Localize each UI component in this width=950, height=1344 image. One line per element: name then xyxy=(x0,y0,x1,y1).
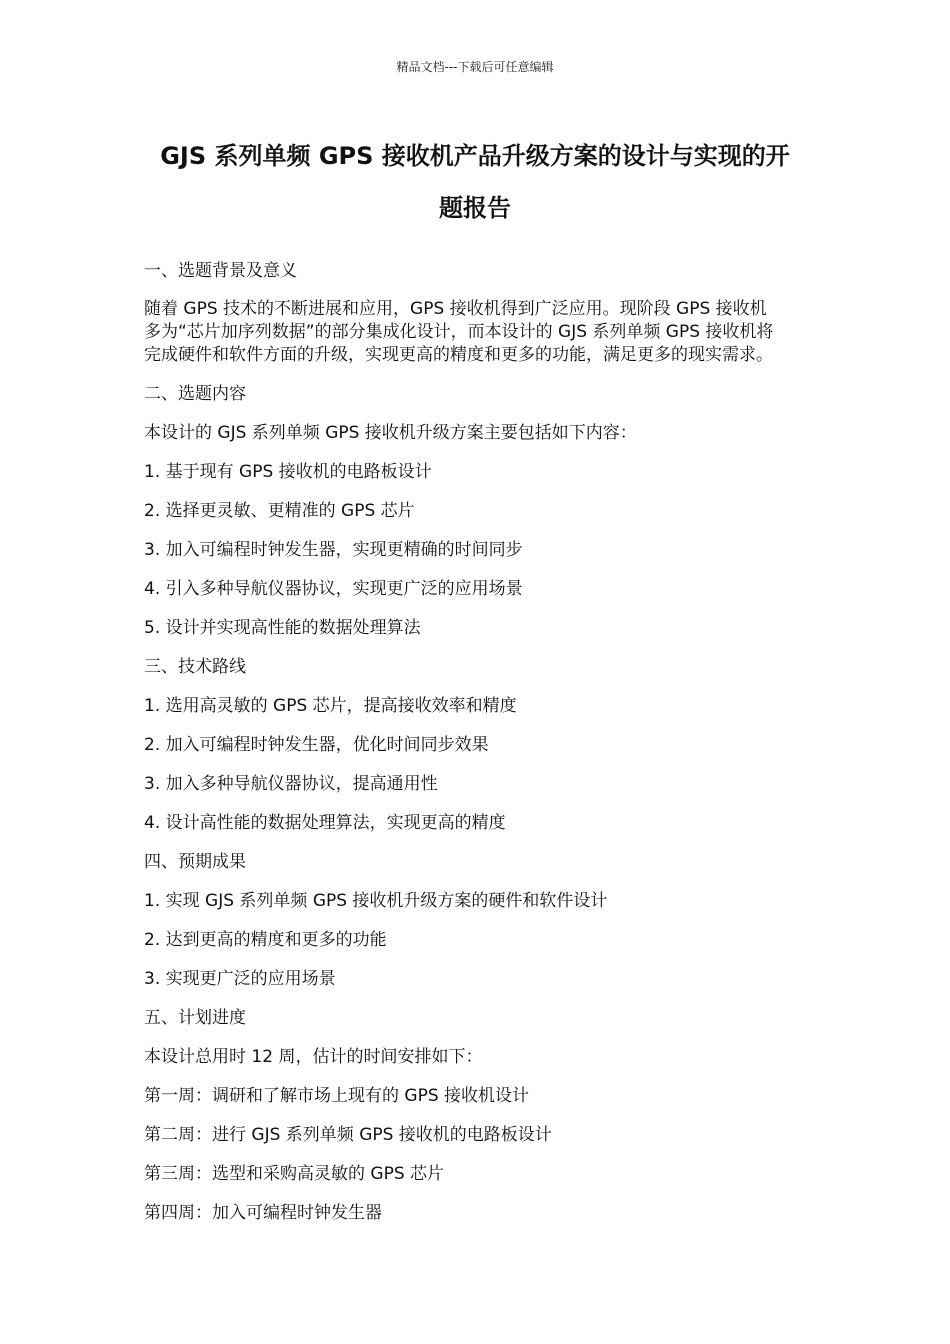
document-title xyxy=(144,130,806,234)
list-item: 4. 设计高性能的数据处理算法，实现更高的精度 xyxy=(144,813,506,833)
schedule-item: 第四周：加入可编程时钟发生器 xyxy=(144,1203,382,1223)
paragraph-line: 多为“芯片加序列数据”的部分集成化设计，而本设计的 GJS 系列单频 GPS 接收机将 xyxy=(144,322,774,342)
list-item: 4. 引入多种导航仪器协议，实现更广泛的应用场景 xyxy=(144,579,523,599)
list-item: 2. 达到更高的精度和更多的功能 xyxy=(144,930,387,950)
page-header: 精品文档---下载后可任意编辑 xyxy=(396,60,554,74)
section-heading-schedule: 五、计划进度 xyxy=(144,1008,246,1028)
list-item: 3. 加入可编程时钟发生器，实现更精确的时间同步 xyxy=(144,540,523,560)
title-line-2: 题报告 xyxy=(439,194,511,222)
schedule-intro: 本设计总用时 12 周，估计的时间安排如下： xyxy=(144,1047,483,1067)
schedule-item: 第三周：选型和采购高灵敏的 GPS 芯片 xyxy=(144,1164,445,1184)
list-item: 1. 基于现有 GPS 接收机的电路板设计 xyxy=(144,462,432,482)
paragraph-line: 完成硬件和软件方面的升级，实现更高的精度和更多的功能，满足更多的现实需求。 xyxy=(144,345,773,365)
list-item: 3. 实现更广泛的应用场景 xyxy=(144,969,336,989)
background-paragraph xyxy=(144,298,806,367)
document-body xyxy=(144,259,806,1240)
list-item: 5. 设计并实现高性能的数据处理算法 xyxy=(144,618,421,638)
list-item: 2. 加入可编程时钟发生器，优化时间同步效果 xyxy=(144,735,489,755)
title-line-1: GJS 系列单频 GPS 接收机产品升级方案的设计与实现的开 xyxy=(160,142,790,170)
list-item: 3. 加入多种导航仪器协议，提高通用性 xyxy=(144,774,438,794)
section-heading-content: 二、选题内容 xyxy=(144,384,246,404)
section-heading-expected-results: 四、预期成果 xyxy=(144,852,246,872)
section-heading-technical-route: 三、技术路线 xyxy=(144,657,246,677)
list-item: 1. 选用高灵敏的 GPS 芯片，提高接收效率和精度 xyxy=(144,696,517,716)
list-item: 2. 选择更灵敏、更精准的 GPS 芯片 xyxy=(144,501,415,521)
schedule-item: 第一周：调研和了解市场上现有的 GPS 接收机设计 xyxy=(144,1086,530,1106)
content-intro: 本设计的 GJS 系列单频 GPS 接收机升级方案主要包括如下内容： xyxy=(144,423,637,443)
section-heading-background: 一、选题背景及意义 xyxy=(144,261,297,281)
paragraph-line: 随着 GPS 技术的不断进展和应用，GPS 接收机得到广泛应用。现阶段 GPS 接收机 xyxy=(144,299,767,319)
list-item: 1. 实现 GJS 系列单频 GPS 接收机升级方案的硬件和软件设计 xyxy=(144,891,608,911)
schedule-item: 第二周：进行 GJS 系列单频 GPS 接收机的电路板设计 xyxy=(144,1125,552,1145)
